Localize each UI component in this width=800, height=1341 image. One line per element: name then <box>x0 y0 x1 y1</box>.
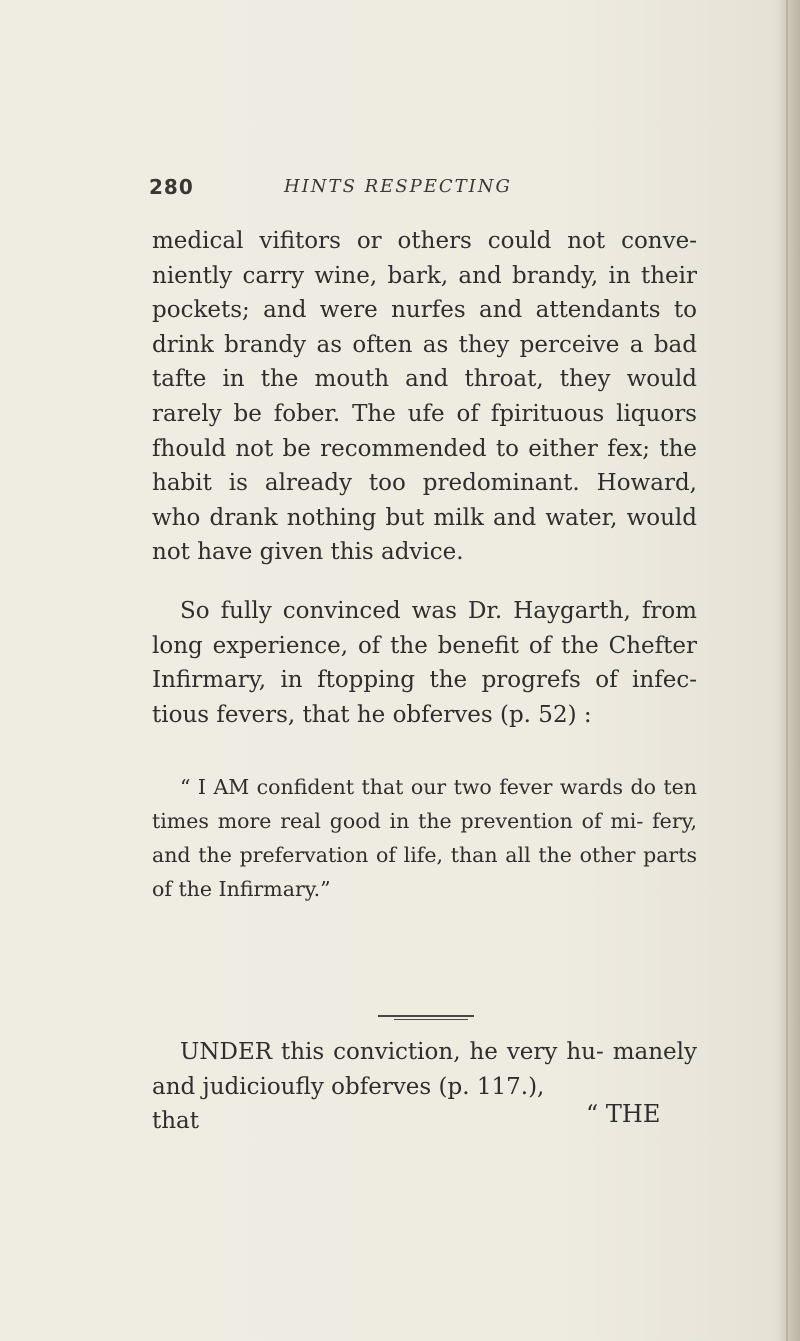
section-divider <box>378 1015 474 1017</box>
page-number: 280 <box>149 175 194 199</box>
paragraph-2-text: So fully convinced was Dr. Haygarth, from long experience, of the benefit of the Chefter Infirmary, in ftopping the progrefs of infec- tious fevers, that he obferves (p. 52) : <box>152 598 697 728</box>
paragraph-3-end: that <box>152 1108 200 1135</box>
running-head: HINTS RESPECTING <box>284 176 512 197</box>
quotation-text: “ I AM confident that our two fever wards do ten times more real good in the prevention of mi- fery, and the prefervation of life, than all the other parts of the Infirmary.” <box>152 775 697 901</box>
page-header <box>149 175 709 205</box>
catchword: “ THE <box>586 1100 661 1128</box>
paragraph-2 <box>152 594 697 732</box>
section-divider-under <box>394 1019 468 1020</box>
paragraph-1-text: medical vifitors or others could not conve- niently carry wine, bark, and brandy, in their pockets; and were nurfes and attendants to drink brandy as often as they perceive a bad tafte in the mouth and throat, they would rarely be fober. The ufe of fpirituous liquors fhould not be recommended to either fex; the habit is already too predominant. Howard, who drank nothing but milk and water, would not have given this advice. <box>152 228 697 566</box>
paragraph-1 <box>152 224 697 570</box>
page-edge-line <box>786 0 788 1341</box>
paragraph-3-text: UNDER this conviction, he very hu- manely and judicioufly obferves (p. 117.), <box>152 1039 697 1100</box>
quotation <box>152 770 697 906</box>
page-edge <box>778 0 800 1341</box>
